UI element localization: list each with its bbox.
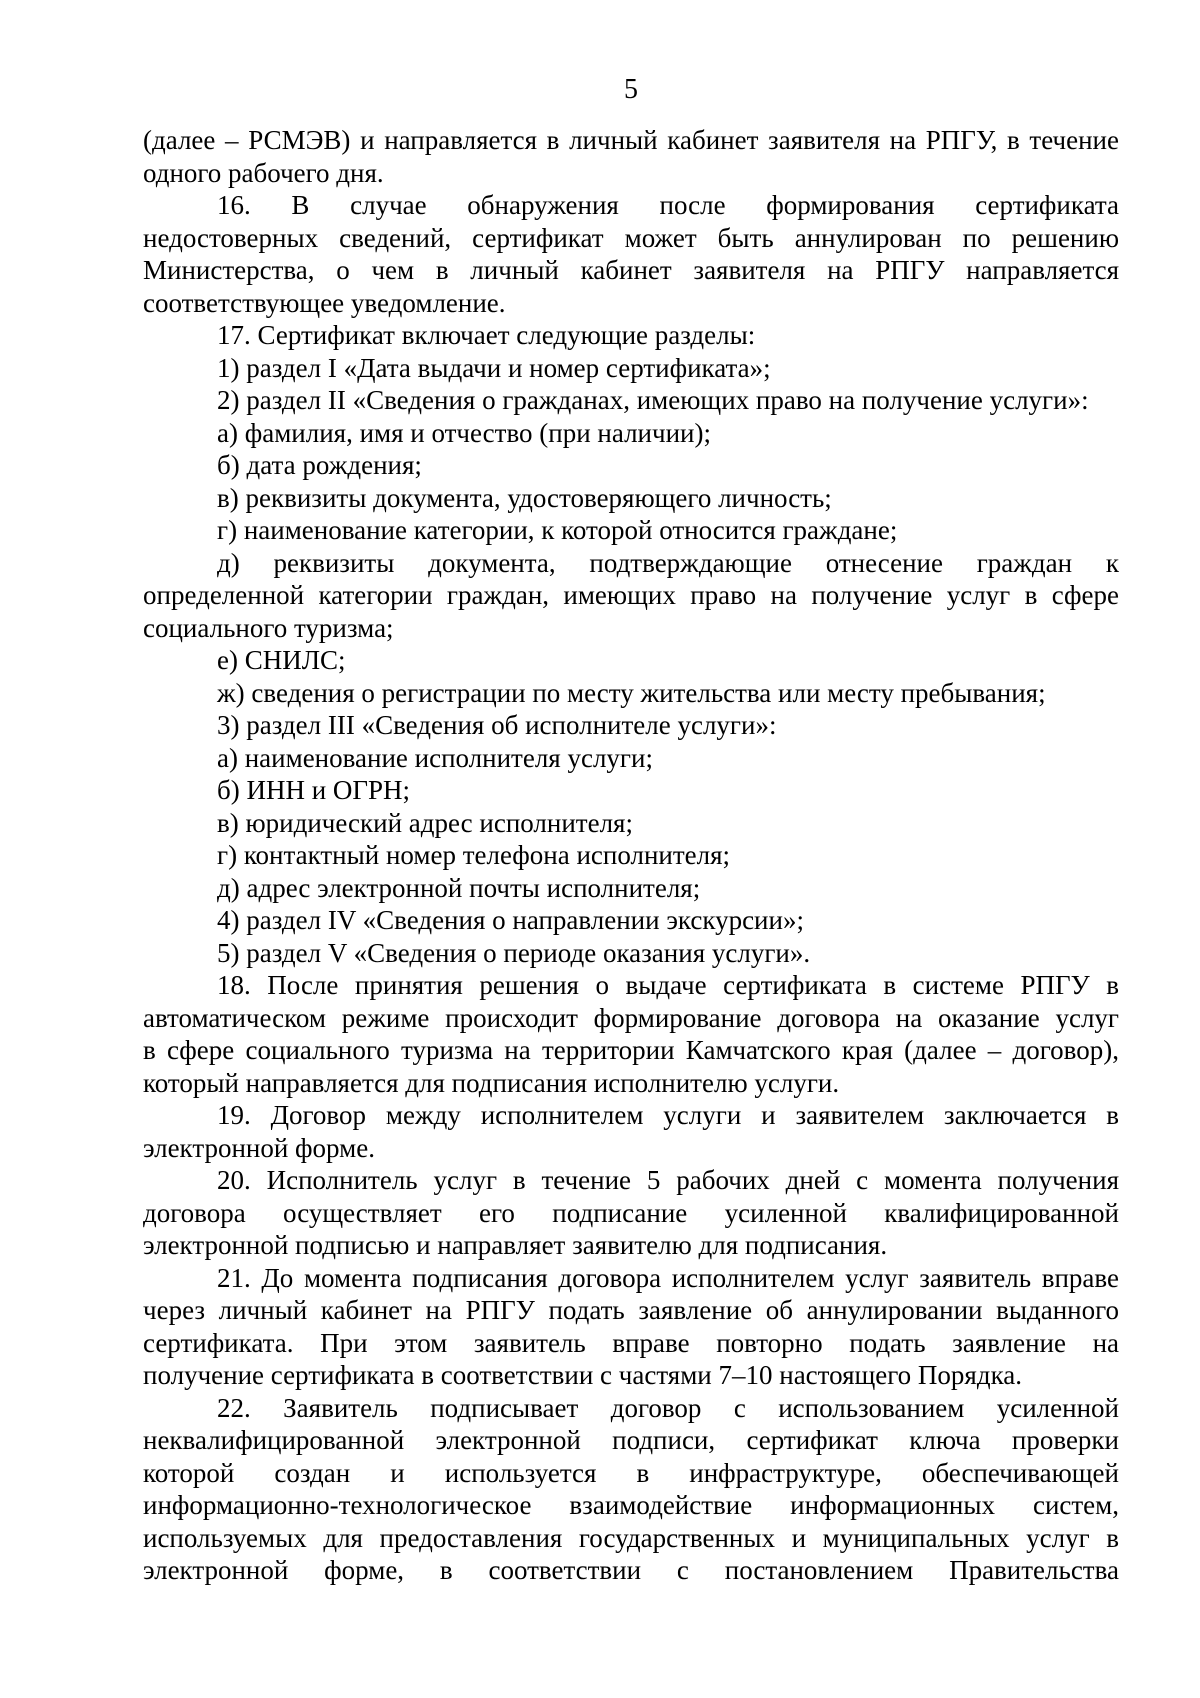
paragraph-line: неквалифицированной электронной подписи, сертификат ключа проверки	[143, 1425, 1119, 1455]
paragraph-line: 20. Исполнитель услуг в течение 5 рабочих дней с момента получения	[217, 1165, 1119, 1195]
paragraph-line: Министерства, о чем в личный кабинет заявителя на РПГУ направляется	[143, 255, 1119, 285]
paragraph-line: 18. После принятия решения о выдаче сертификата в системе РПГУ в	[217, 970, 1119, 1000]
list-item: е) СНИЛС;	[217, 645, 346, 675]
list-item: в) юридический адрес исполнителя;	[217, 807, 633, 838]
paragraph-line: одного рабочего дня.	[143, 157, 384, 188]
list-item: социального туризма;	[143, 612, 394, 643]
list-item: а) наименование исполнителя услуги;	[217, 742, 653, 773]
paragraph-line: 19. Договор между исполнителем услуги и заявителем заключается в	[217, 1100, 1119, 1130]
paragraph-line: в сфере социального туризма на территории Камчатского края (далее – договор),	[143, 1035, 1119, 1065]
paragraph-line: 22. Заявитель подписывает договор с использованием усиленной	[217, 1392, 1119, 1423]
list-item: д) реквизиты документа, подтверждающие отнесение граждан к	[217, 547, 1119, 578]
paragraph-line: 21. До момента подписания договора исполнителем услуг заявитель вправе	[217, 1262, 1119, 1293]
list-item: 4) раздел IV «Сведения о направлении экскурсии»;	[217, 905, 804, 935]
list-item: 5) раздел V «Сведения о периоде оказания услуги».	[217, 937, 811, 968]
list-item: определенной категории граждан, имеющих право на получение услуг в сфере	[143, 580, 1119, 610]
paragraph-line: электронной форме.	[143, 1132, 375, 1163]
list-item: д) адрес электронной почты исполнителя;	[217, 872, 701, 903]
paragraph-line: которой создан и используется в инфраструктуре, обеспечивающей	[143, 1457, 1119, 1488]
list-item: 3) раздел III «Сведения об исполнителе услуги»:	[217, 710, 777, 740]
paragraph-line: автоматическом режиме происходит формирование договора на оказание услуг	[143, 1002, 1119, 1033]
paragraph-line: соответствующее уведомление.	[143, 287, 506, 318]
list-item: 2) раздел II «Сведения о гражданах, имеющих право на получение услуги»:	[217, 385, 1089, 415]
paragraph-line: электронной подписью и направляет заявителю для подписания.	[143, 1230, 888, 1260]
list-item: б) дата рождения;	[217, 450, 422, 480]
paragraph-line: недостоверных сведений, сертификат может быть аннулирован по решению	[143, 222, 1119, 253]
paragraph-line: информационно-технологическое взаимодействие информационных систем,	[143, 1490, 1119, 1520]
paragraph-line: 16. В случае обнаружения после формирования сертификата	[217, 190, 1119, 220]
list-item: 1) раздел I «Дата выдачи и номер сертификата»;	[217, 352, 771, 383]
document-body	[143, 124, 1119, 1587]
paragraph-line: договора осуществляет его подписание усиленной квалифицированной	[143, 1197, 1119, 1228]
paragraph-line: электронной форме, в соответствии с постановлением Правительства	[143, 1555, 1119, 1585]
paragraph-line: сертификата. При этом заявитель вправе повторно подать заявление на	[143, 1327, 1119, 1358]
paragraph-line: через личный кабинет на РПГУ подать заявление об аннулировании выданного	[143, 1295, 1119, 1325]
list-item: ж) сведения о регистрации по месту жительства или месту пребывания;	[217, 677, 1046, 708]
paragraph-line: используемых для предоставления государственных и муниципальных услуг в	[143, 1522, 1119, 1553]
list-item: в) реквизиты документа, удостоверяющего личность;	[217, 482, 832, 513]
paragraph-line: получение сертификата в соответствии с частями 7–10 настоящего Порядка.	[143, 1360, 1023, 1390]
page-number: 5	[624, 74, 638, 105]
list-item: г) наименование категории, к которой относится граждане;	[217, 515, 898, 545]
paragraph-line: который направляется для подписания исполнителю услуги.	[143, 1067, 840, 1098]
paragraph-line: 17. Сертификат включает следующие разделы:	[217, 320, 756, 350]
list-item: а) фамилия, имя и отчество (при наличии);	[217, 417, 711, 448]
list-item: б) ИНН и ОГРН;	[217, 775, 411, 805]
paragraph-line: (далее – РСМЭВ) и направляется в личный кабинет заявителя на РПГУ, в течение	[143, 125, 1119, 155]
list-item: г) контактный номер телефона исполнителя;	[217, 840, 731, 870]
